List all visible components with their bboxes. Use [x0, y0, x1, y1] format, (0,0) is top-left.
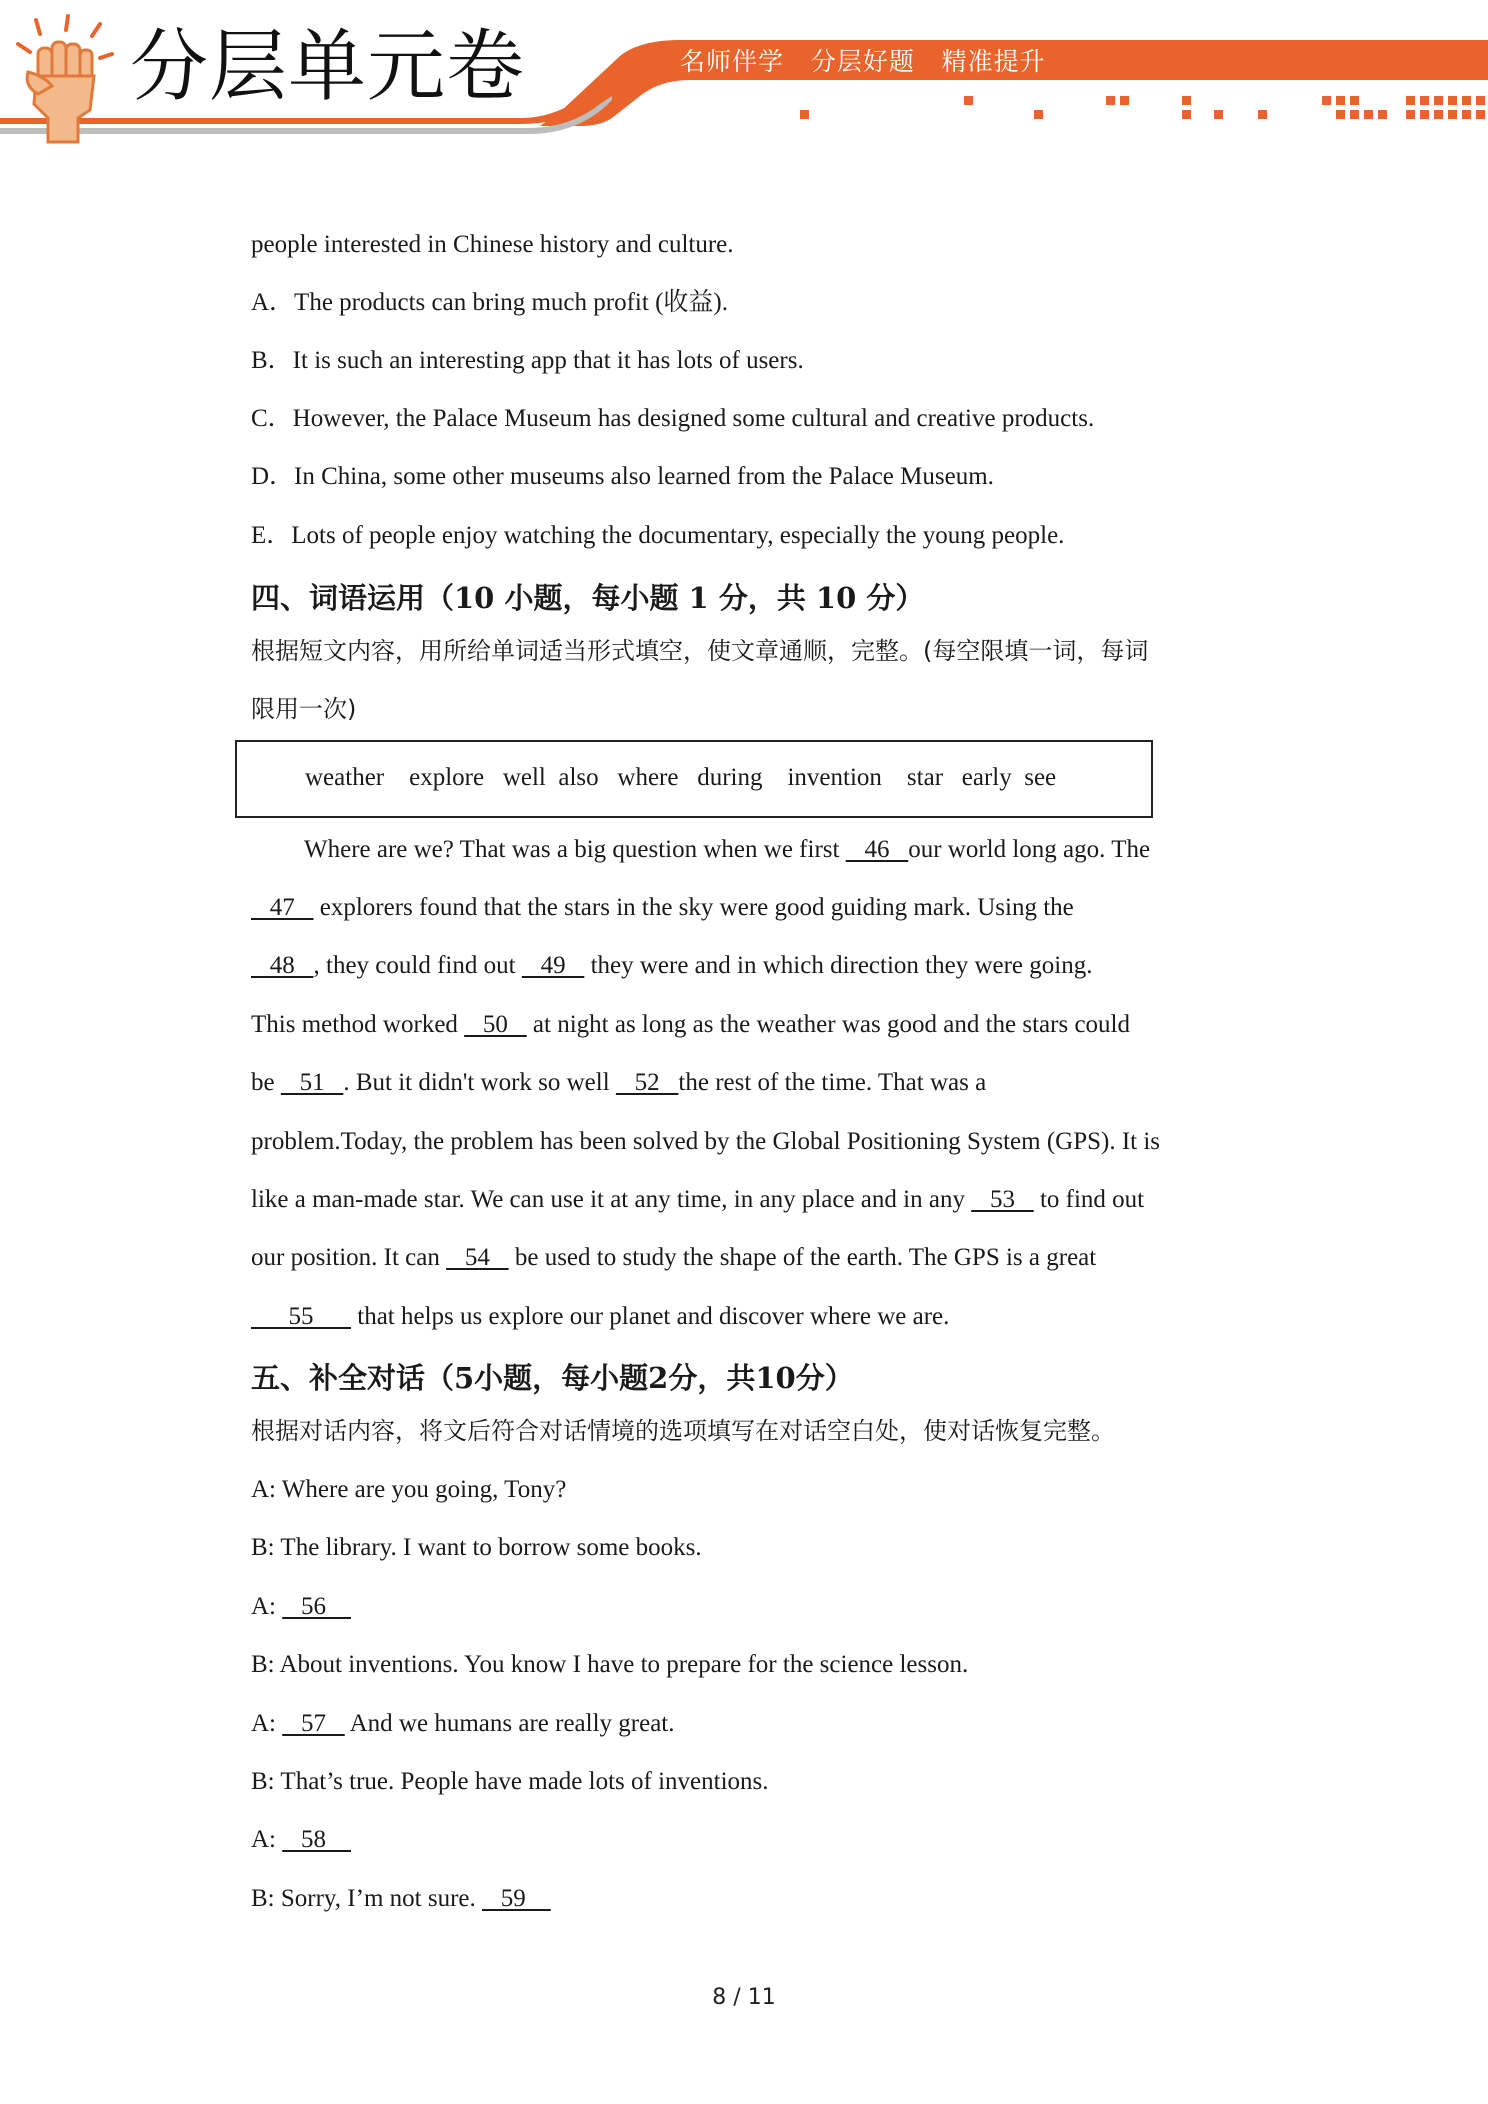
- dialogue-line-5: A: 57 And we humans are really great.: [251, 1710, 675, 1737]
- option-b: B．It is such an interesting app that it has lots of users.: [251, 347, 804, 374]
- blank-59[interactable]: 59: [482, 1885, 551, 1912]
- brand-title: 分层单元卷: [130, 22, 526, 112]
- blank-53[interactable]: 53: [971, 1186, 1034, 1213]
- passage-line-8: our position. It can 54 be used to study the shape of the earth. The GPS is a great: [251, 1244, 1097, 1271]
- passage-line-1: Where are we? That was a big question when we first 46 our world long ago. The: [304, 836, 1151, 863]
- section5-heading: 五、补全对话（5小题，每小题2分，共10分）: [251, 1361, 854, 1395]
- passage-line-6: problem.Today, the problem has been solved by the Global Positioning System (GPS). It is: [251, 1128, 1161, 1155]
- dialogue-line-2: B: The library. I want to borrow some books.: [251, 1534, 702, 1561]
- passage-line-4: This method worked 50 at night as long as the weather was good and the stars could: [251, 1011, 1130, 1038]
- passage-line-7: like a man-made star. We can use it at any time, in any place and in any 53 to find out: [251, 1186, 1145, 1213]
- section4-heading: 四、词语运用（10 小题，每小题 1 分，共 10 分）: [251, 581, 925, 615]
- blank-47[interactable]: 47: [251, 894, 314, 921]
- dialogue-line-3: A: 56: [251, 1593, 351, 1620]
- blank-51[interactable]: 51: [280, 1069, 344, 1096]
- blank-46[interactable]: 46: [845, 836, 909, 863]
- passage-line-2: 47 explorers found that the stars in the sky were good guiding mark. Using the: [251, 894, 1074, 921]
- blank-49[interactable]: 49: [521, 952, 585, 979]
- option-d: D．In China, some other museums also learned from the Palace Museum.: [251, 463, 994, 490]
- blank-57[interactable]: 57: [282, 1710, 345, 1737]
- passage-line-5: be 51 . But it didn't work so well 52 the rest of the time. That was a: [251, 1069, 987, 1096]
- blank-58[interactable]: 58: [282, 1826, 351, 1853]
- dialogue-line-4: B: About inventions. You know I have to prepare for the science lesson.: [251, 1651, 969, 1678]
- blank-52[interactable]: 52: [615, 1069, 679, 1096]
- section4-instruction-2: 限用一次): [251, 695, 357, 723]
- dialogue-line-1: A: Where are you going, Tony?: [251, 1476, 567, 1503]
- blank-54[interactable]: 54: [446, 1244, 509, 1271]
- passage-line-3: 48 , they could find out 49 they were and in which direction they were going.: [251, 952, 1093, 979]
- blank-55[interactable]: 55: [251, 1303, 351, 1330]
- blank-56[interactable]: 56: [282, 1593, 351, 1620]
- page-number: 8 / 11: [712, 1985, 776, 2010]
- page-header: [0, 0, 1488, 150]
- dialogue-line-7: A: 58: [251, 1826, 351, 1853]
- header-slogan: 名师伴学 分层好题 精准提升: [680, 47, 1046, 76]
- decorative-dots: [0, 0, 1488, 150]
- word-bank: weather explore well also where during invention star early see: [305, 764, 1057, 791]
- section4-instruction-1: 根据短文内容，用所给单词适当形式填空，使文章通顺，完整。(每空限填一词，每词: [251, 637, 1149, 665]
- option-e: E．Lots of people enjoy watching the documentary, especially the young people.: [251, 522, 1065, 549]
- passage-line-9: 55 that helps us explore our planet and discover where we are.: [251, 1303, 950, 1330]
- section5-instruction: 根据对话内容，将文后符合对话情境的选项填写在对话空白处，使对话恢复完整。: [251, 1417, 1115, 1445]
- dialogue-line-6: B: That’s true. People have made lots of inventions.: [251, 1768, 769, 1795]
- option-a: A．The products can bring much profit (收益).: [251, 289, 728, 316]
- blank-48[interactable]: 48: [251, 952, 314, 979]
- option-c: C．However, the Palace Museum has designed some cultural and creative products.: [251, 405, 1095, 432]
- blank-50[interactable]: 50: [464, 1011, 527, 1038]
- passage-tail: people interested in Chinese history and culture.: [251, 231, 734, 258]
- dialogue-line-8: B: Sorry, I’m not sure. 59: [251, 1885, 551, 1912]
- word-bank-box: [235, 740, 1153, 818]
